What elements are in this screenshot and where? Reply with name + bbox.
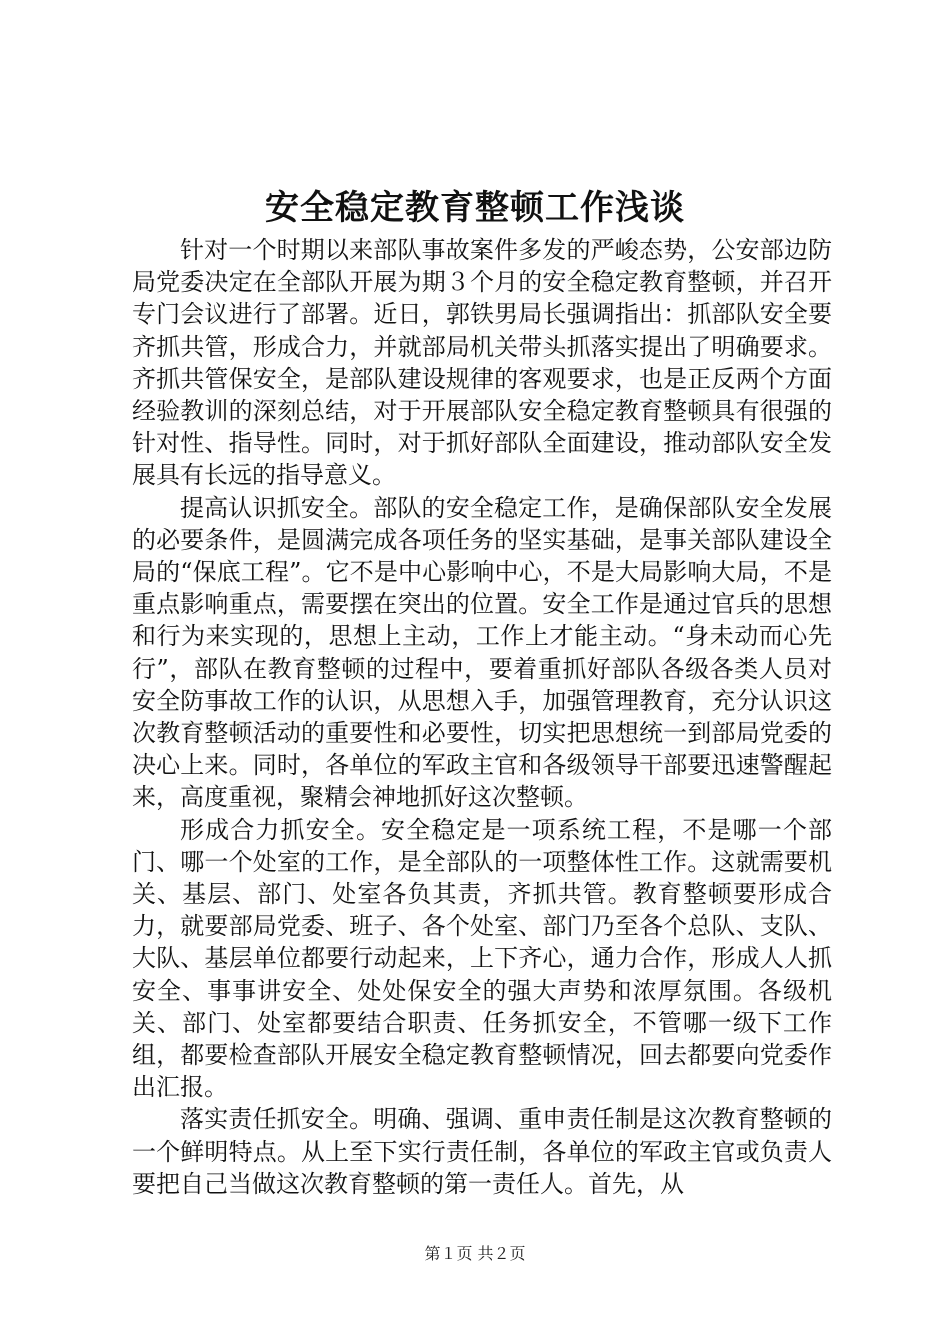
page-footer: 第１页 共２页 (424, 1244, 526, 1263)
paragraph-awareness: 提高认识抓安全。部队的安全稳定工作，是确保部队安全发展的必要条件，是圆满完成各项任务的坚实基础，是事关部队建设全局的“保底工程”。它不是中心影响中心，不是大局影响大局，不是重点影响重点，需要摆在突出的位置。安全工作是通过官兵的思想和行为来实现的，思想上主动，工作上才能主动。“身未动而心先行”，部队在教育整顿的过程中，要着重抓好部队各级各类人员对安全防事故工作的认识，从思想入手，加强管理教育，充分认识这次教育整顿活动的重要性和必要性，切实把思想统一到部局党委的决心上来。同时，各单位的军政主官和各级领导干部要迅速警醒起来，高度重视，聚精会神地抓好这次整顿。 (132, 493, 832, 812)
document-title: 安全稳定教育整顿工作浅谈 (265, 188, 685, 228)
paragraph-synergy: 形成合力抓安全。安全稳定是一项系统工程，不是哪一个部门、哪一个处室的工作，是全部队的一项整体性工作。这就需要机关、基层、部门、处室各负其责，齐抓共管。教育整顿要形成合力，就要部局党委、班子、各个处室、部门乃至各个总队、支队、大队、基层单位都要行动起来，上下齐心，通力合作，形成人人抓安全、事事讲安全、处处保安全的强大声势和浓厚氛围。各级机关、部门、处室都要结合职责、任务抓安全，不管哪一级下工作组，都要检查部队开展安全稳定教育整顿情况，回去都要向党委作出汇报。 (132, 815, 832, 1102)
paragraph-responsibility: 落实责任抓安全。明确、强调、重申责任制是这次教育整顿的一个鲜明特点。从上至下实行责任制，各单位的军政主官或负责人要把自己当做这次教育整顿的第一责任人。首先，从 (132, 1105, 832, 1198)
paragraph-intro: 针对一个时期以来部队事故案件多发的严峻态势，公安部边防局党委决定在全部队开展为期３个月的安全稳定教育整顿，并召开专门会议进行了部署。近日，郭铁男局长强调指出：抓部队安全要齐抓共管，形成合力，并就部局机关带头抓落实提出了明确要求。齐抓共管保安全，是部队建设规律的客观要求，也是正反两个方面经验教训的深刻总结，对于开展部队安全稳定教育整顿具有很强的针对性、指导性。同时，对于抓好部队全面建设，推动部队安全发展具有长远的指导意义。 (132, 236, 832, 490)
document-body (132, 234, 832, 1200)
